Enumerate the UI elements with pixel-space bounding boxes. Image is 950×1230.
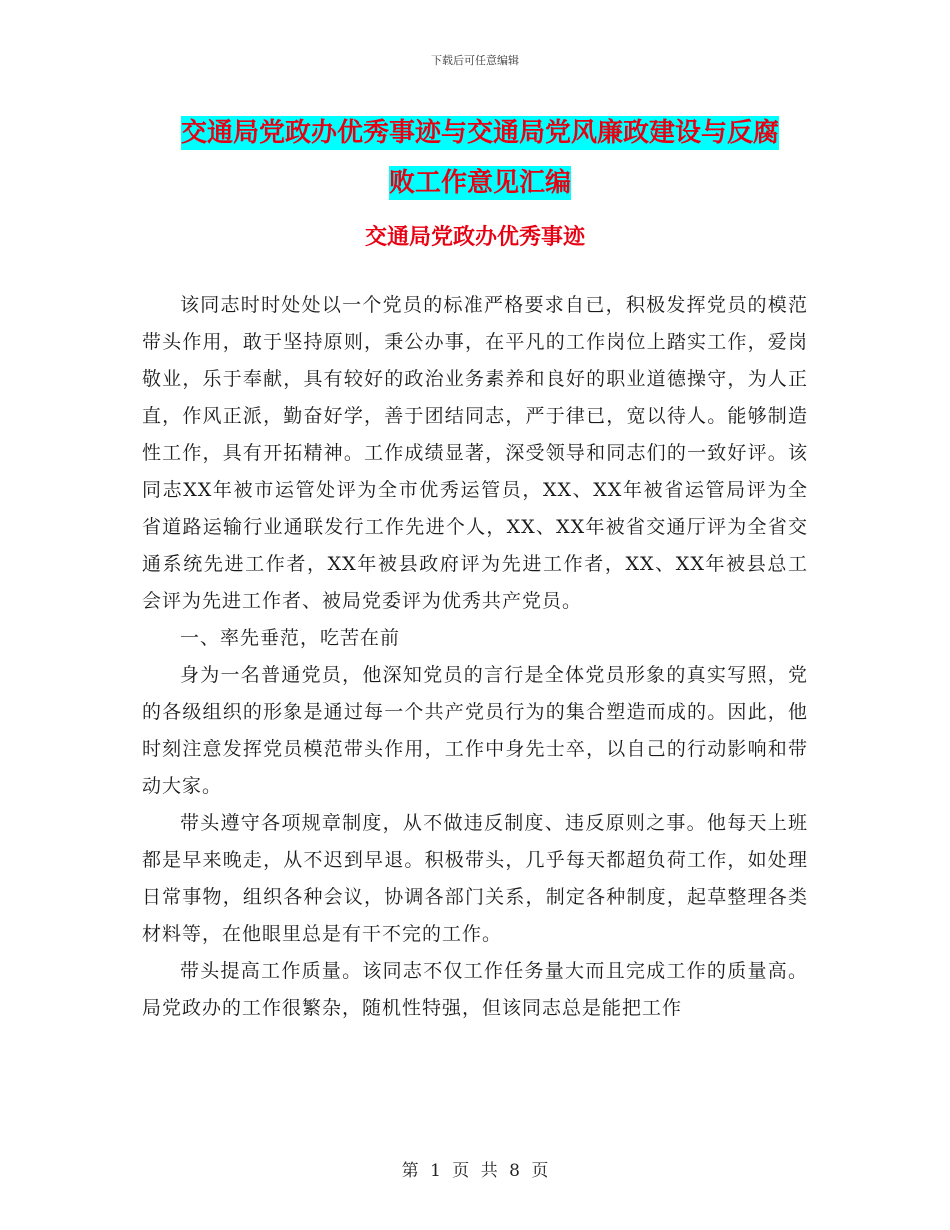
header-note: 下载后可任意编辑 <box>431 54 519 67</box>
paragraph-intro: 该同志时时处处以一个党员的标准严格要求自已，积极发挥党员的模范带头作用，敢于坚持原则，秉公办事，在平凡的工作岗位上踏实工作，爱岗敬业，乐于奉献，具有较好的政治业务素养和良好的职业道德操守，为人正直，作风正派，勤奋好学，善于团结同志，严于律已，宽以待人。能够制造性工作，具有开拓精神。工作成绩显著，深受领导和同志们的一致好评。该同志XX年被市运管处评为全市优秀运管员，XX、XX年被省运管局评为全省道路运输行业通联发行工作先进个人，XX、XX年被省交通厅评为全省交通系统先进工作者，XX年被县政府评为先进工作者，XX、XX年被县总工会评为先进工作者、被局党委评为优秀共产党员。 <box>142 294 808 612</box>
document-body <box>142 287 808 1027</box>
paragraph-role-model: 身为一名普通党员，他深知党员的言行是全体党员形象的真实写照，党的各级组织的形象是通过每一个共产党员行为的集合塑造而成的。因此，他时刻注意发挥党员模范带头作用，工作中身先士卒，以自己的行动影响和带动大家。 <box>142 664 808 797</box>
document-title-line2: 败工作意见汇编 <box>388 168 571 198</box>
section-title: 交通局党政办优秀事迹 <box>364 225 585 250</box>
paragraph-quality: 带头提高工作质量。该同志不仅工作任务量大而且完成工作的质量高。局党政办的工作很繁杂，随机性特强，但该同志总是能把工作 <box>142 960 808 1019</box>
page-footer: 第 1 页 共 8 页 <box>401 1161 549 1181</box>
subheading-1: 一、率先垂范，吃苦在前 <box>180 627 401 649</box>
paragraph-rules: 带头遵守各项规章制度，从不做违反制度、违反原则之事。他每天上班都是早来晚走，从不迟到早退。积极带头，几乎每天都超负荷工作，如处理日常事物，组织各种会议，协调各部门关系，制定各种制度，起草整理各类材料等，在他眼里总是有干不完的工作。 <box>142 812 808 945</box>
document-title <box>150 108 810 208</box>
document-title-line1: 交通局党政办优秀事迹与交通局党风廉政建设与反腐 <box>180 118 779 148</box>
